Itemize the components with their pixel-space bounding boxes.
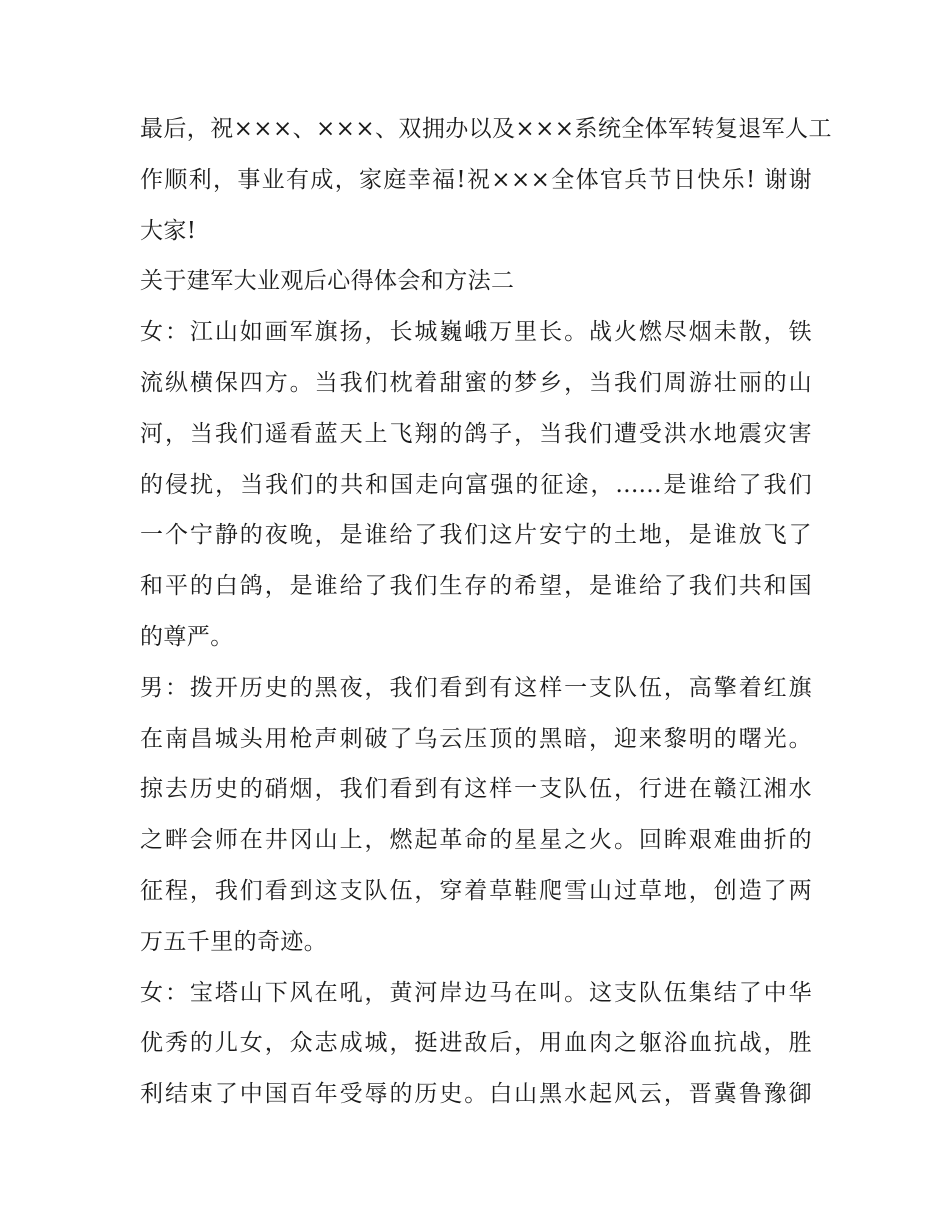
- text-line: 大家!: [140, 217, 197, 244]
- text-line: 的侵扰，当我们的共和国走向富强的征途，......是谁给了我们: [140, 471, 812, 498]
- speaker-male-paragraph: [140, 663, 812, 968]
- text-line: 优秀的儿女，众志成城，挺进敌后，用血肉之躯浴血抗战，胜: [140, 1030, 812, 1057]
- text-line: 作顺利，事业有成，家庭幸福!祝×××全体官兵节日快乐! 谢谢: [140, 166, 812, 193]
- text-line: 的尊严。: [140, 623, 234, 650]
- text-line: 在南昌城头用枪声刺破了乌云压顶的黑暗，迎来黎明的曙光。: [140, 725, 812, 752]
- text-line: 利结束了中国百年受辱的历史。白山黑水起风云，晋冀鲁豫御: [140, 1081, 812, 1108]
- text-line: 掠去历史的硝烟，我们看到有这样一支队伍，行进在赣江湘水: [140, 776, 812, 803]
- text-line: 最后，祝×××、×××、双拥办以及×××系统全体军转复退军人工: [140, 116, 832, 142]
- text-line: 女：江山如画军旗扬，长城巍峨万里长。战火燃尽烟未散，铁: [140, 319, 812, 346]
- speaker-female-paragraph: [140, 307, 812, 663]
- section-heading: [140, 256, 812, 307]
- text-line: 流纵横保四方。当我们枕着甜蜜的梦乡，当我们周游壮丽的山: [140, 369, 812, 396]
- document-page: [140, 104, 832, 1120]
- text-line: 河，当我们遥看蓝天上飞翔的鸽子，当我们遭受洪水地震灾害: [140, 420, 812, 447]
- closing-paragraph: [140, 104, 832, 256]
- text-line: 女：宝塔山下风在吼，黄河岸边马在叫。这支队伍集结了中华: [140, 979, 812, 1006]
- text-line: 和平的白鸽，是谁给了我们生存的希望，是谁给了我们共和国: [140, 573, 812, 600]
- text-line: 万五千里的奇迹。: [140, 928, 328, 955]
- text-line: 男：拨开历史的黑夜，我们看到有这样一支队伍，高擎着红旗: [140, 674, 812, 701]
- heading-text: 关于建军大业观后心得体会和方法二: [140, 268, 515, 295]
- text-line: 征程，我们看到这支队伍，穿着草鞋爬雪山过草地，创造了两: [140, 877, 812, 904]
- text-line: 之畔会师在井冈山上，燃起革命的星星之火。回眸艰难曲折的: [140, 827, 812, 854]
- text-line: 一个宁静的夜晚，是谁给了我们这片安宁的土地，是谁放飞了: [140, 522, 812, 549]
- speaker-female-paragraph: [140, 968, 812, 1120]
